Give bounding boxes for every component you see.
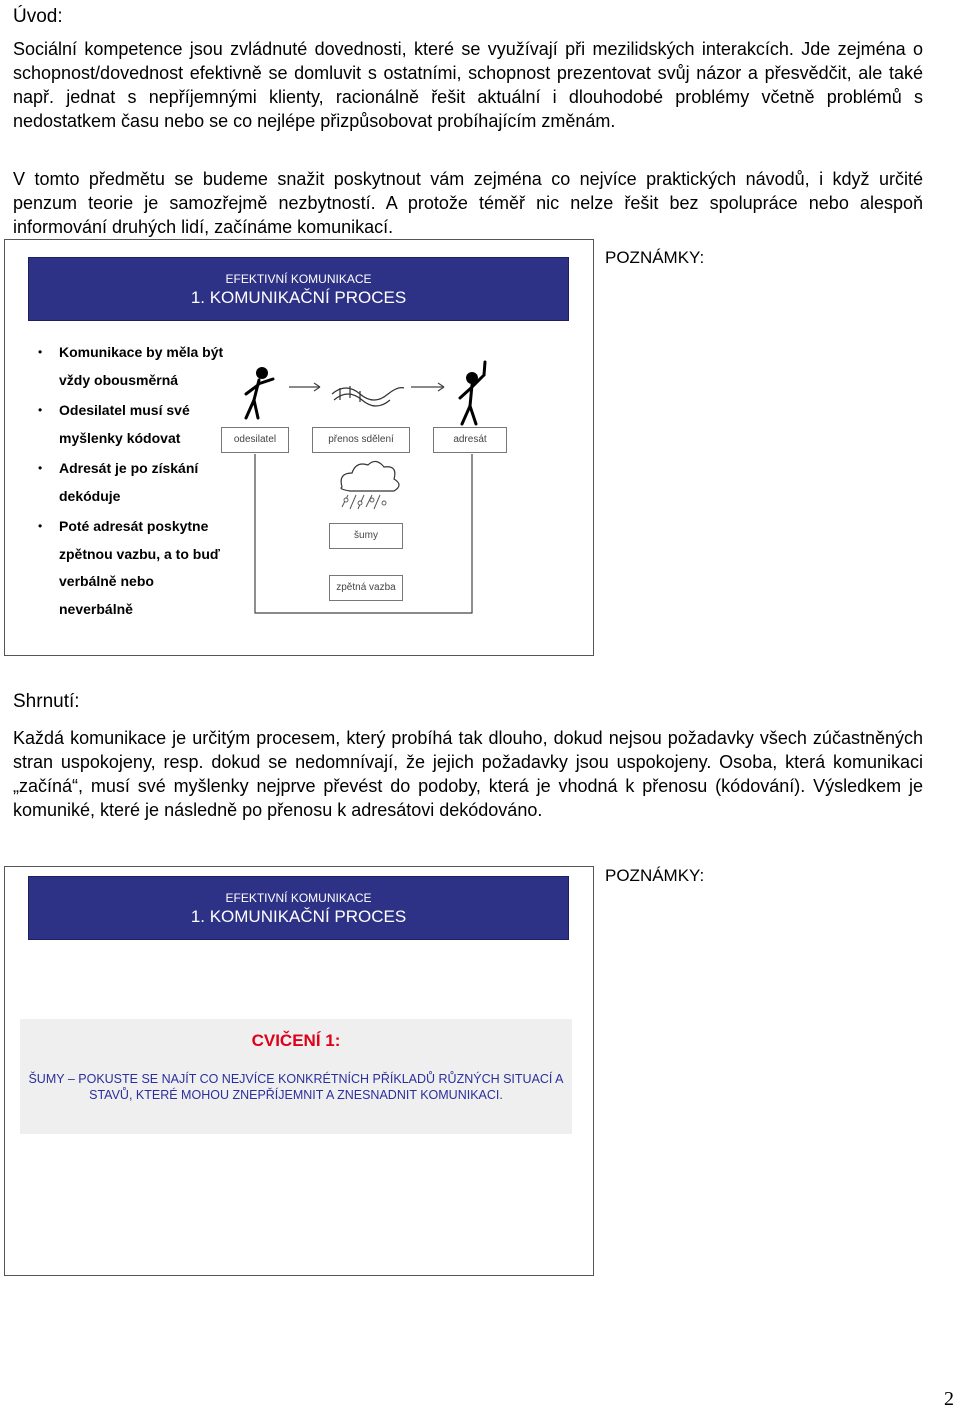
slide-2-title: 1. KOMUNIKAČNÍ PROCES (190, 907, 407, 926)
message-scroll-icon (332, 386, 404, 406)
receiver-box: adresát (433, 427, 507, 453)
transfer-box: přenos sdělení (312, 427, 410, 453)
page-number: 2 (944, 1388, 954, 1410)
intro-heading: Úvod: (13, 6, 63, 27)
exercise-text: ŠUMY – POKUSTE SE NAJÍT CO NEJVÍCE KONKRÉTNÍCH PŘÍKLADŮ RŮZNÝCH SITUACÍ A STAVŮ, KTERÉ MOHOU ZNEPŘÍJEMNIT A ZNESNADNIT KOMUNIKACI. (28, 1072, 564, 1102)
slide-1-title: 1. KOMUNIKAČNÍ PROCES (190, 288, 407, 307)
communication-diagram (0, 0, 600, 660)
slide-1-subtitle: EFEKTIVNÍ KOMUNIKACE (225, 272, 372, 286)
slide-1-notes-label: POZNÁMKY: (605, 248, 705, 267)
slide-2-subtitle: EFEKTIVNÍ KOMUNIKACE (225, 891, 372, 905)
intro-paragraph-1: Sociální kompetence jsou zvládnuté dovednosti, které se využívají při mezilidských interakcích. Jde zejména o schopnost/dovednost efektivně se domluvit s ostatními, schopnost prezentovat svůj názor a přesvědčit, ale také např. jednat s nepříjemnými klienty, racionálně řešit aktuální i dlouhodobé problémy včetně problémů s nedostatkem času nebo se co nejlépe přizpůsobovat probíhajícím změnám. (13, 39, 923, 131)
slide-2-notes-label: POZNÁMKY: (605, 866, 705, 885)
storm-cloud-icon (341, 461, 399, 509)
exercise-box (20, 1019, 572, 1134)
intro-paragraph-2: V tomto předmětu se budeme snažit poskytnout vám zejména co nejvíce praktických návodů, i když určité penzum teorie je samozřejmě nezbytností. A protože téměř nic nelze řešit bez spolupráce nebo alespoň informování druhých lidí, začínáme komunikací. (13, 169, 923, 237)
sender-box: odesilatel (221, 427, 289, 453)
slide-2-banner (28, 876, 569, 940)
bullet-item: • Komunikace by měla být vždy obousměrná (38, 339, 228, 394)
bullet-item: • Adresát je po získání dekóduje (38, 455, 228, 510)
receiver-figure-icon (460, 362, 485, 424)
sender-figure-icon (246, 367, 273, 418)
bullet-item: • Odesilatel musí své myšlenky kódovat (38, 397, 228, 452)
summary-heading: Shrnutí: (13, 691, 80, 712)
bullet-item: • Poté adresát poskytne zpětnou vazbu, a to buď verbálně nebo neverbálně (38, 513, 228, 623)
noise-box: šumy (329, 523, 403, 549)
feedback-box: zpětná vazba (329, 575, 403, 601)
exercise-title: CVIČENÍ 1: (251, 1031, 341, 1050)
summary-paragraph: Každá komunikace je určitým procesem, který probíhá tak dlouho, dokud nejsou požadavky všech zúčastněných stran uspokojeny, resp. dokud se nedomnívají, že jejich požadavky jsou uspokojeny. Osoba, která komunikaci „začíná“, musí své myšlenky nejprve převést do podoby, která je vhodná k přenosu (kódování). Výsledkem je komuniké, které je následně po přenosu k adresátovi dekódováno. (13, 728, 923, 820)
